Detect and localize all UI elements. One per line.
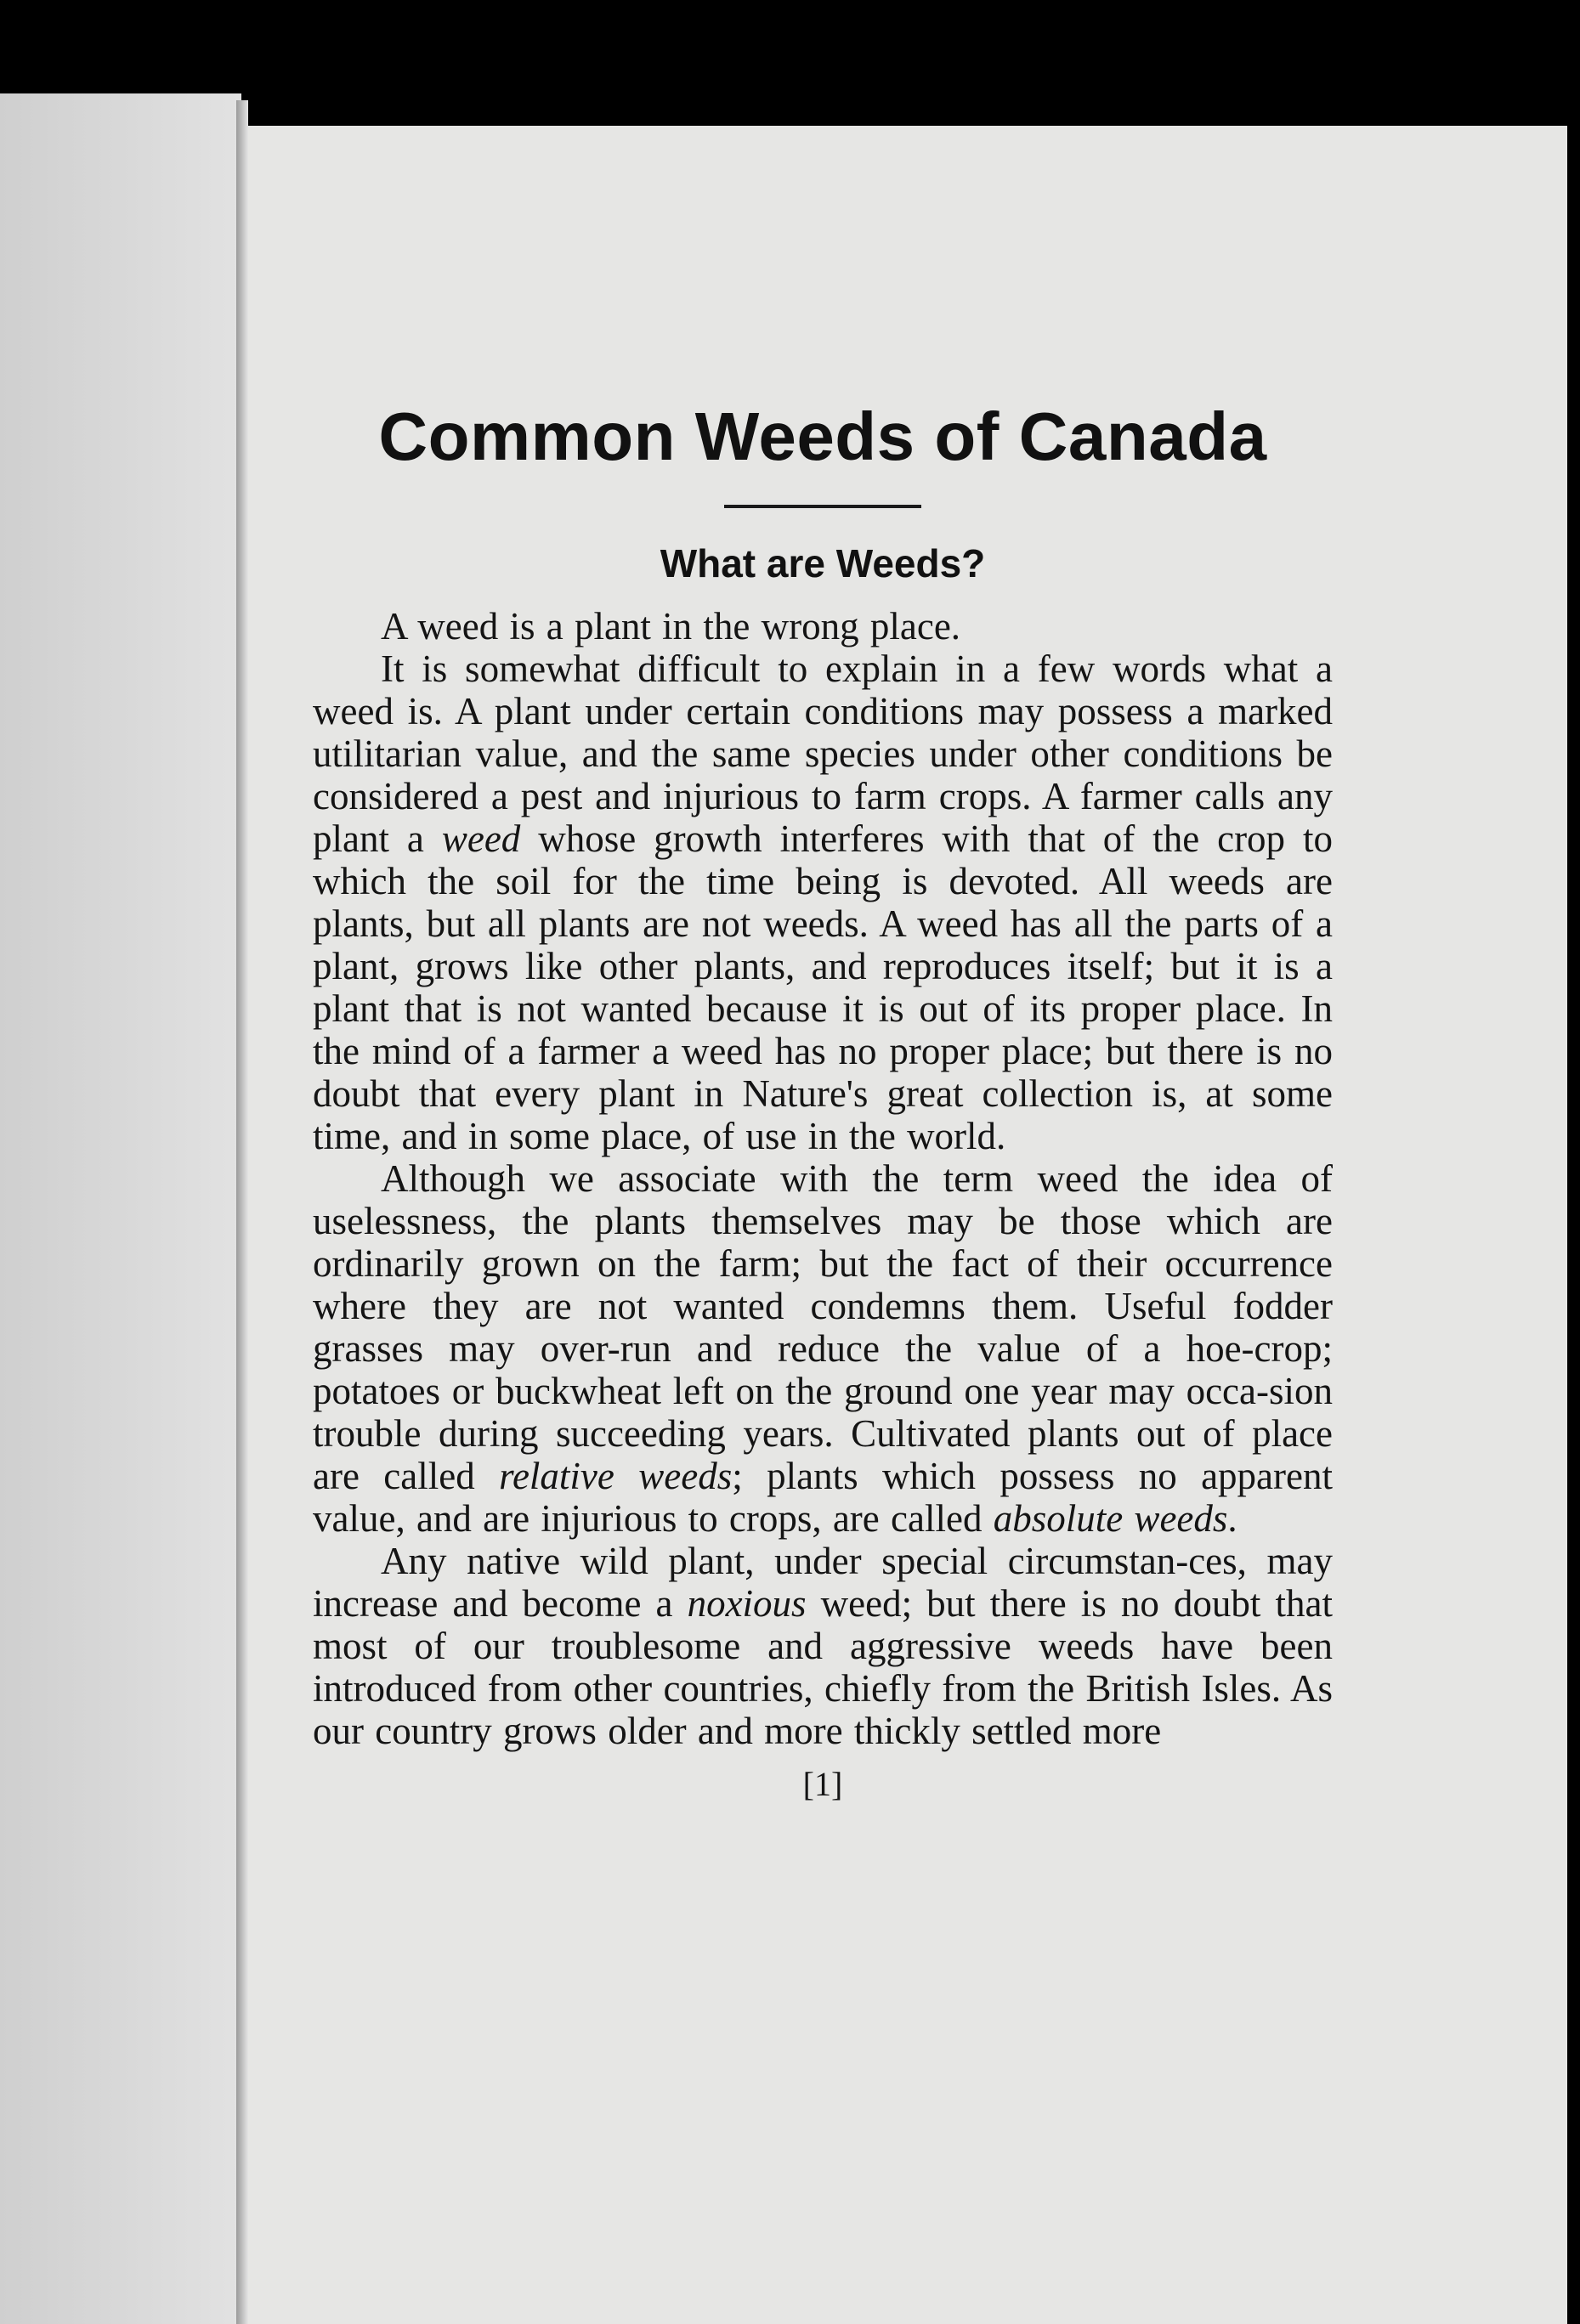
paragraph-1 [313,605,1333,647]
paragraph-4-part1: Any native wild plant, under special circumstan-ces, may increase and become a [313,1540,1333,1625]
paragraph-4-em-noxious: noxious [687,1582,807,1625]
book-title: Common Weeds of Canada [378,399,1267,474]
left-page-blank [0,93,241,2324]
paragraph-4 [313,1540,1333,1752]
paragraph-2-part1: It is somewhat difficult to explain in a few words what a weed is. A plant under certain conditions may possess a marked utilitarian value, and the same species under other conditions be considered a pest and injurious to farm crops. A farmer calls any plant a [313,647,1333,860]
paragraph-3-em-relative-weeds: relative weeds [499,1455,733,1497]
paragraph-4-part2: weed; but there is no doubt that most of our troublesome and aggressive weeds have been introduced from other countries, chiefly from the British Isles. As our country grows older and more thickly settled more [313,1582,1333,1752]
paragraph-3-part2: ; plants which possess no apparent value, and are injurious to crops, are called [313,1455,1333,1540]
paragraph-3-part1: Although we associate with the term weed the idea of uselessness, the plants themselves may be those which are ordinarily grown on the farm; but the fact of their occurrence where they are not wanted condemns them. Useful fodder grasses may over-run and reduce the value of a hoe-crop; potatoes or buckwheat left on the ground one year may occa-sion trouble during succeeding years. Cultivated plants out of place are called [313,1157,1333,1497]
paragraph-1-text: A weed is a plant in the wrong place. [381,605,961,647]
page-number: [1] [802,1765,843,1803]
page-content [313,399,1333,1804]
title-rule [724,505,921,508]
paragraph-3-em-absolute-weeds: absolute weeds [993,1497,1228,1540]
paragraph-2-em-weed: weed [441,817,521,860]
paragraph-3-part3: . [1227,1497,1237,1540]
paragraph-3 [313,1157,1333,1540]
section-heading: What are Weeds? [660,541,986,585]
book-gutter [236,100,248,2324]
paragraph-2-part2: whose growth interferes with that of the crop to which the soil for the time being is devoted. All weeds are plants, but all plants are not weeds. A weed has all the parts of a plant, grows like other plants, and reproduces itself; but it is a plant that is not wanted because it is out of its proper place. In the mind of a farmer a weed has no proper place; but there is no doubt that every plant in Nature's great collection is, at some time, and in some place, of use in the world. [313,817,1333,1157]
paragraph-2 [313,647,1333,1157]
